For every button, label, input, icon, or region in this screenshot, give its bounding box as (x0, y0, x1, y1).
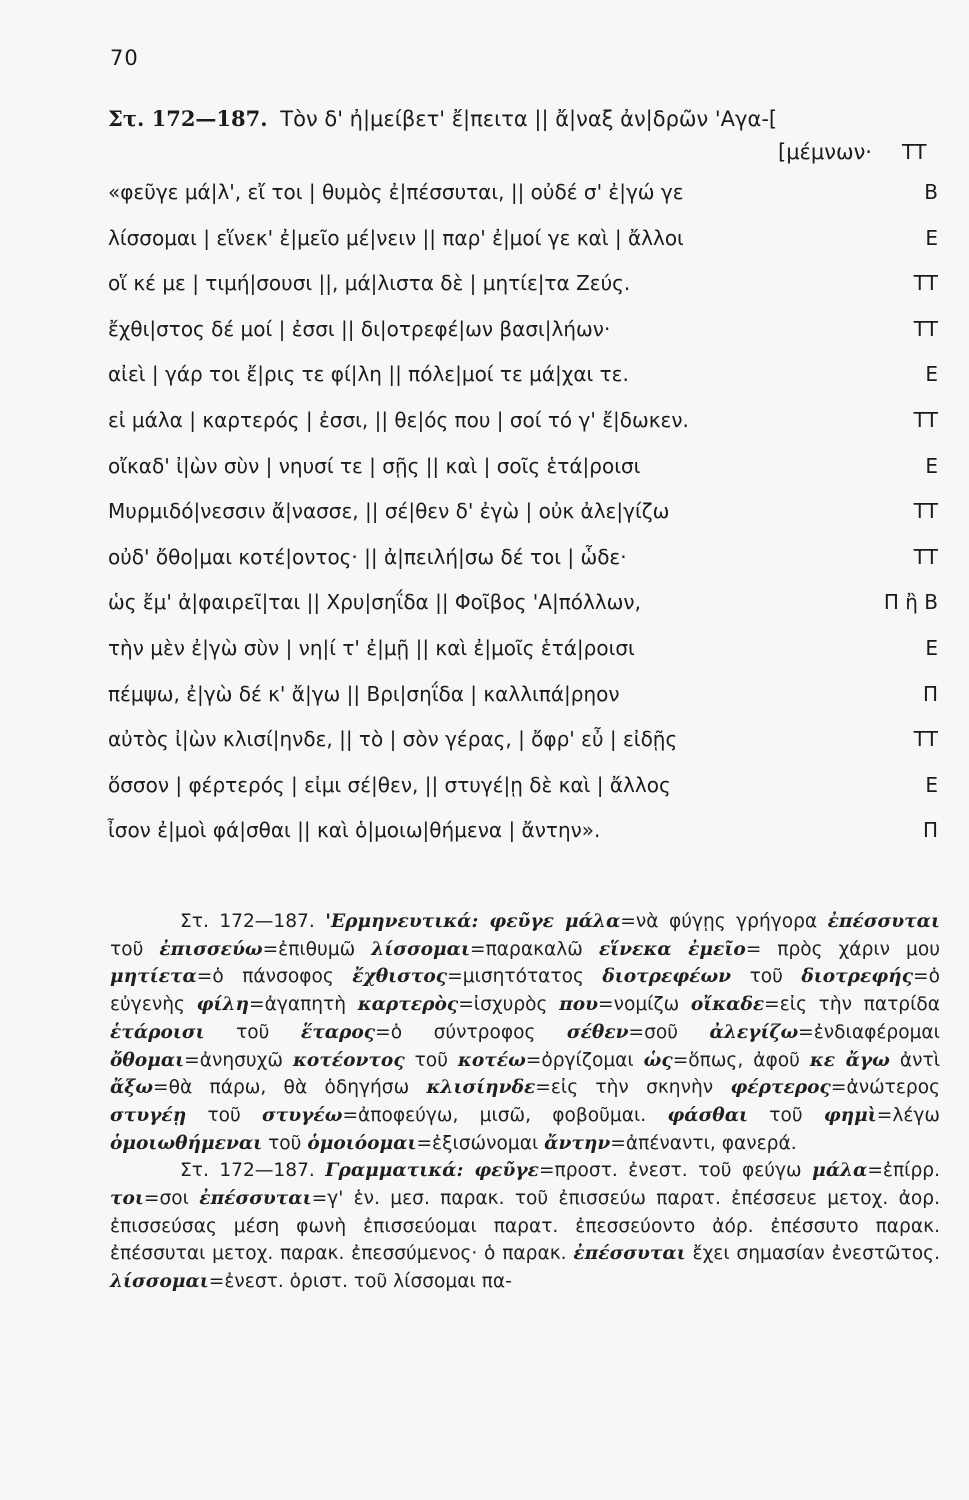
meter-mark: ΤΤ (913, 499, 938, 524)
glossed-term: λίσσομαι (110, 1271, 209, 1293)
gloss-text: ἔχει σημασίαν ἐνεστῶτος. (685, 1243, 941, 1265)
verse-text: αἰεὶ | γάρ τοι ἔ|ρις τε φί|λη || πόλε|μοί τε μά|χαι τε. (108, 362, 629, 387)
gloss-text: =ἐνεστ. ὁριστ. τοῦ λίσσομαι πα- (208, 1271, 512, 1293)
glossed-term: ἔχθιστος (352, 966, 448, 988)
verse-text: ἶσον ἐ|μοὶ φά|σθαι || καὶ ὁ|μοιω|θήμενα | ἄντην». (108, 818, 601, 843)
gloss-text: =ὁ πάνσοφος (196, 966, 353, 988)
verse-line (108, 499, 938, 531)
gloss-text: =εἰς τὴν πατρίδα (764, 994, 941, 1016)
glossed-term: ὄθομαι (110, 1049, 185, 1071)
verse-header-text: Τὸν δ' ἠ|μείβετ' ἔ|πειτα || ἄ|ναξ ἀν|δρῶν 'Αγα-[ (280, 107, 778, 131)
glossed-term: εἵνεκα ἐμεῖο (598, 938, 746, 960)
gloss-text: =ἀποφεύγω, μισῶ, φοβοῦμαι. (342, 1104, 668, 1126)
verse-line (108, 682, 938, 714)
gloss-text: τοῦ (404, 1049, 458, 1071)
glossed-term: ἄξω (110, 1077, 154, 1099)
verse-header-continuation: [μέμνων· (778, 140, 872, 164)
gloss-text: =ἐπιθυμῶ (262, 938, 372, 960)
verse-line (108, 408, 938, 440)
verse-line (108, 818, 938, 850)
verse-text: εἰ μάλα | καρτερός | ἐσσι, || θε|ός που | σοί τό γ' ἔ|δωκεν. (108, 408, 689, 432)
glossed-term: ὁμοιόομαι (307, 1132, 417, 1154)
verse-line (108, 636, 938, 668)
gloss-text: τοῦ (731, 966, 802, 988)
verse-text: ὅσσον | φέρτερός | εἰμι σέ|θεν, || στυγέ|ῃ δὲ καὶ | ἄλλος (108, 772, 671, 797)
gloss-text: τοῦ (186, 1104, 263, 1126)
glossed-term: ἑτάροισι (110, 1021, 205, 1043)
glossed-term: ὡς (643, 1049, 673, 1071)
gloss-text: =ἐξισώνομαι (416, 1132, 545, 1154)
verse-line (108, 317, 938, 349)
glossed-term: διοτρεφής (801, 966, 914, 988)
gloss-text: =ὁ εὐγενὴς (110, 966, 940, 1016)
gloss-text: =νὰ φύγῃς γρήγορα (620, 911, 828, 932)
meter-mark: ΤΤ (913, 408, 938, 432)
verse-text: αὐτὸς ἰ|ὼν κλισί|ηνδε, || τὸ | σὸν γέρας, | ὄφρ' εὖ | εἰδῇς (108, 727, 678, 752)
verse-text: Μυρμιδό|νεσσιν ἄ|νασσε, || σέ|θεν δ' ἐγὼ | οὐκ ἀλε|γίζω (108, 499, 670, 524)
gloss-text: =εἰς τὴν σκηνὴν (535, 1077, 731, 1099)
verse-text: ὡς ἔμ' ἀ|φαιρεῖ|ται || Χρυ|σηΐδα || Φοῖβος 'Α|πόλλων, (108, 590, 641, 615)
glossed-term: καρτερὸς (357, 994, 459, 1016)
verse-text: οἴκαδ' ἰ|ὼν σὺν | νηυσί τε | σῇς || καὶ | σοῖς ἑτά|ροισι (108, 453, 641, 478)
gloss-text: τοῦ (110, 938, 160, 960)
page-number: 70 (110, 46, 139, 70)
verse-line (108, 773, 938, 805)
glossed-term: κοτέοντος (292, 1049, 405, 1071)
gloss-text: =σοι (143, 1188, 200, 1210)
gloss-text: =γ' ἑν. μεσ. παρακ. τοῦ ἐπισσεύω παρατ. ἐπέσσευε μετοχ. ἀορ. ἐπισσεύσας μέση φωνὴ ἐπισσεύομαι παρατ. ἐπεσσεύοντο ἀόρ. ἐπέσσυτο παρακ. ἐπέσσυται μετοχ. παρακ. ἐπεσσύμενος· ὁ παρακ. (110, 1188, 940, 1265)
glossed-term: φάσθαι (667, 1104, 749, 1126)
glossed-term: 'Ερμηνευτικά: φεῦγε μάλα (325, 911, 621, 932)
gloss-text: =ὀργίζομαι (525, 1049, 644, 1071)
verse-header-mark: ΤΤ (902, 140, 927, 164)
glossed-term: λίσσομαι (371, 938, 470, 960)
verse-text: «φεῦγε μά|λ', εἴ τοι | θυμὸς ἐ|πέσσυται, || οὐδέ σ' ἐ|γώ γε (108, 180, 684, 204)
gloss-text: =ἀνώτερος (830, 1077, 940, 1099)
verse-text: τὴν μὲν ἐ|γὼ σὺν | νη|ί τ' ἐ|μῇ || καὶ ἐ|μοῖς ἑτά|ροισι (108, 636, 635, 660)
verse-reference: Στ. 172—187. (108, 106, 268, 131)
verse-text: λίσσομαι | εἵνεκ' ἐ|μεῖο μέ|νειν || παρ' ἐ|μοί γε καὶ | ἄλλοι (108, 225, 684, 250)
glossed-term: κλισίηνδε (426, 1077, 536, 1099)
gloss-text: =σοῦ (628, 1021, 710, 1043)
glossed-term: μάλα (812, 1160, 868, 1182)
gloss-text: =μισητότατος (447, 966, 603, 988)
glossed-term: κε ἄγω (809, 1049, 890, 1071)
glossed-term: ὁμοιωθήμεναι (110, 1132, 263, 1154)
glossed-term: που (559, 994, 599, 1016)
gloss-text: =θὰ πάρω, θὰ ὁδηγήσω (153, 1077, 427, 1099)
gloss-text: =προστ. ἐνεστ. τοῦ φεύγω (538, 1160, 813, 1182)
gloss-text: =νομίζω (598, 994, 691, 1016)
gloss-text: Στ. 172—187. (180, 911, 326, 932)
meter-mark: Π (922, 681, 938, 706)
meter-mark: Π ἢ Β (883, 590, 938, 615)
verse-line (108, 271, 938, 303)
meter-mark: Ε (925, 636, 938, 660)
verse-text: οἵ κέ με | τιμή|σουσι ||, μά|λιστα δὲ | μητίε|τα Ζεύς. (108, 271, 631, 296)
meter-mark: Ε (925, 772, 938, 797)
glossed-term: ἐπέσσυται (573, 1243, 686, 1265)
meter-mark: Ε (925, 453, 938, 478)
verse-line (108, 226, 938, 258)
hermeneutic-notes (110, 908, 940, 1157)
grammatical-notes (110, 1157, 940, 1296)
verse-line (108, 727, 938, 759)
glossed-term: στυγέω (262, 1104, 343, 1126)
gloss-text: τοῦ (262, 1132, 308, 1154)
glossed-term: οἴκαδε (690, 994, 765, 1016)
meter-mark: Π (922, 818, 938, 843)
meter-mark: ΤΤ (913, 271, 938, 296)
glossed-term: κοτέω (457, 1049, 526, 1071)
gloss-text: τοῦ (748, 1104, 824, 1126)
gloss-text: =ἰσχυρὸς (458, 994, 560, 1016)
verse-line (108, 454, 938, 486)
glossed-term: τοι (110, 1188, 144, 1210)
meter-mark: Β (924, 180, 938, 204)
gloss-text: =ἐνδιαφέρομαι (798, 1021, 940, 1043)
glossed-term: ἕταρος (300, 1021, 376, 1043)
verse-line (108, 362, 938, 394)
glossed-term: ἐπισσεύω (159, 938, 263, 960)
verse-text: πέμψω, ἐ|γὼ δέ κ' ἄ|γω || Βρι|σηΐδα | καλλιπά|ρηον (108, 681, 620, 706)
gloss-text: = πρὸς χάριν μου (745, 938, 940, 960)
glossed-term: σέθεν (566, 1021, 629, 1043)
gloss-text: =ἀνησυχῶ (184, 1049, 293, 1071)
glossed-term: στυγέῃ (110, 1104, 187, 1126)
verse-text: οὐδ' ὄθο|μαι κοτέ|οντος· || ἀ|πειλή|σω δέ τοι | ὧδε· (108, 544, 627, 569)
glossed-term: ἐπέσσυται (827, 911, 940, 932)
glossed-term: φίλη (196, 994, 249, 1016)
meter-mark: Ε (925, 225, 938, 250)
meter-mark: ΤΤ (913, 727, 938, 752)
gloss-text: =ὅπως, ἀφοῦ (672, 1049, 810, 1071)
verse-header (108, 106, 868, 131)
glossed-term: φέρτερος (730, 1077, 831, 1099)
gloss-text: =ἀπέναντι, φανερά. (610, 1132, 797, 1154)
glossed-term: ἀλεγίζω (709, 1021, 799, 1043)
gloss-text: τοῦ (204, 1021, 301, 1043)
commentary (110, 908, 940, 1296)
gloss-text: ἀντὶ (889, 1049, 940, 1071)
glossed-term: μητίετα (110, 966, 197, 988)
glossed-term: διοτρεφέων (602, 966, 732, 988)
glossed-term: Γραμματικά: φεῦγε (325, 1160, 539, 1182)
gloss-text: =λέγω (876, 1104, 940, 1126)
meter-mark: ΤΤ (913, 544, 938, 569)
glossed-term: ἄντην (544, 1132, 611, 1154)
glossed-term: φημὶ (823, 1104, 877, 1126)
verse-line (108, 545, 938, 577)
verse-line (108, 180, 938, 212)
verse-line (108, 590, 938, 622)
verse-text: ἔχθι|στος δέ μοί | ἐσσι || δι|οτρεφέ|ων βασι|λήων· (108, 316, 611, 341)
gloss-text: =ἀγαπητὴ (248, 994, 358, 1016)
meter-mark: Ε (925, 362, 938, 387)
gloss-text: Στ. 172—187. (180, 1160, 326, 1182)
gloss-text: =παρακαλῶ (469, 938, 599, 960)
glossed-term: ἐπέσσυται (199, 1188, 312, 1210)
gloss-text: =ὁ σύντροφος (375, 1021, 567, 1043)
meter-mark: ΤΤ (913, 316, 938, 341)
gloss-text: =ἐπίρρ. (867, 1160, 940, 1182)
